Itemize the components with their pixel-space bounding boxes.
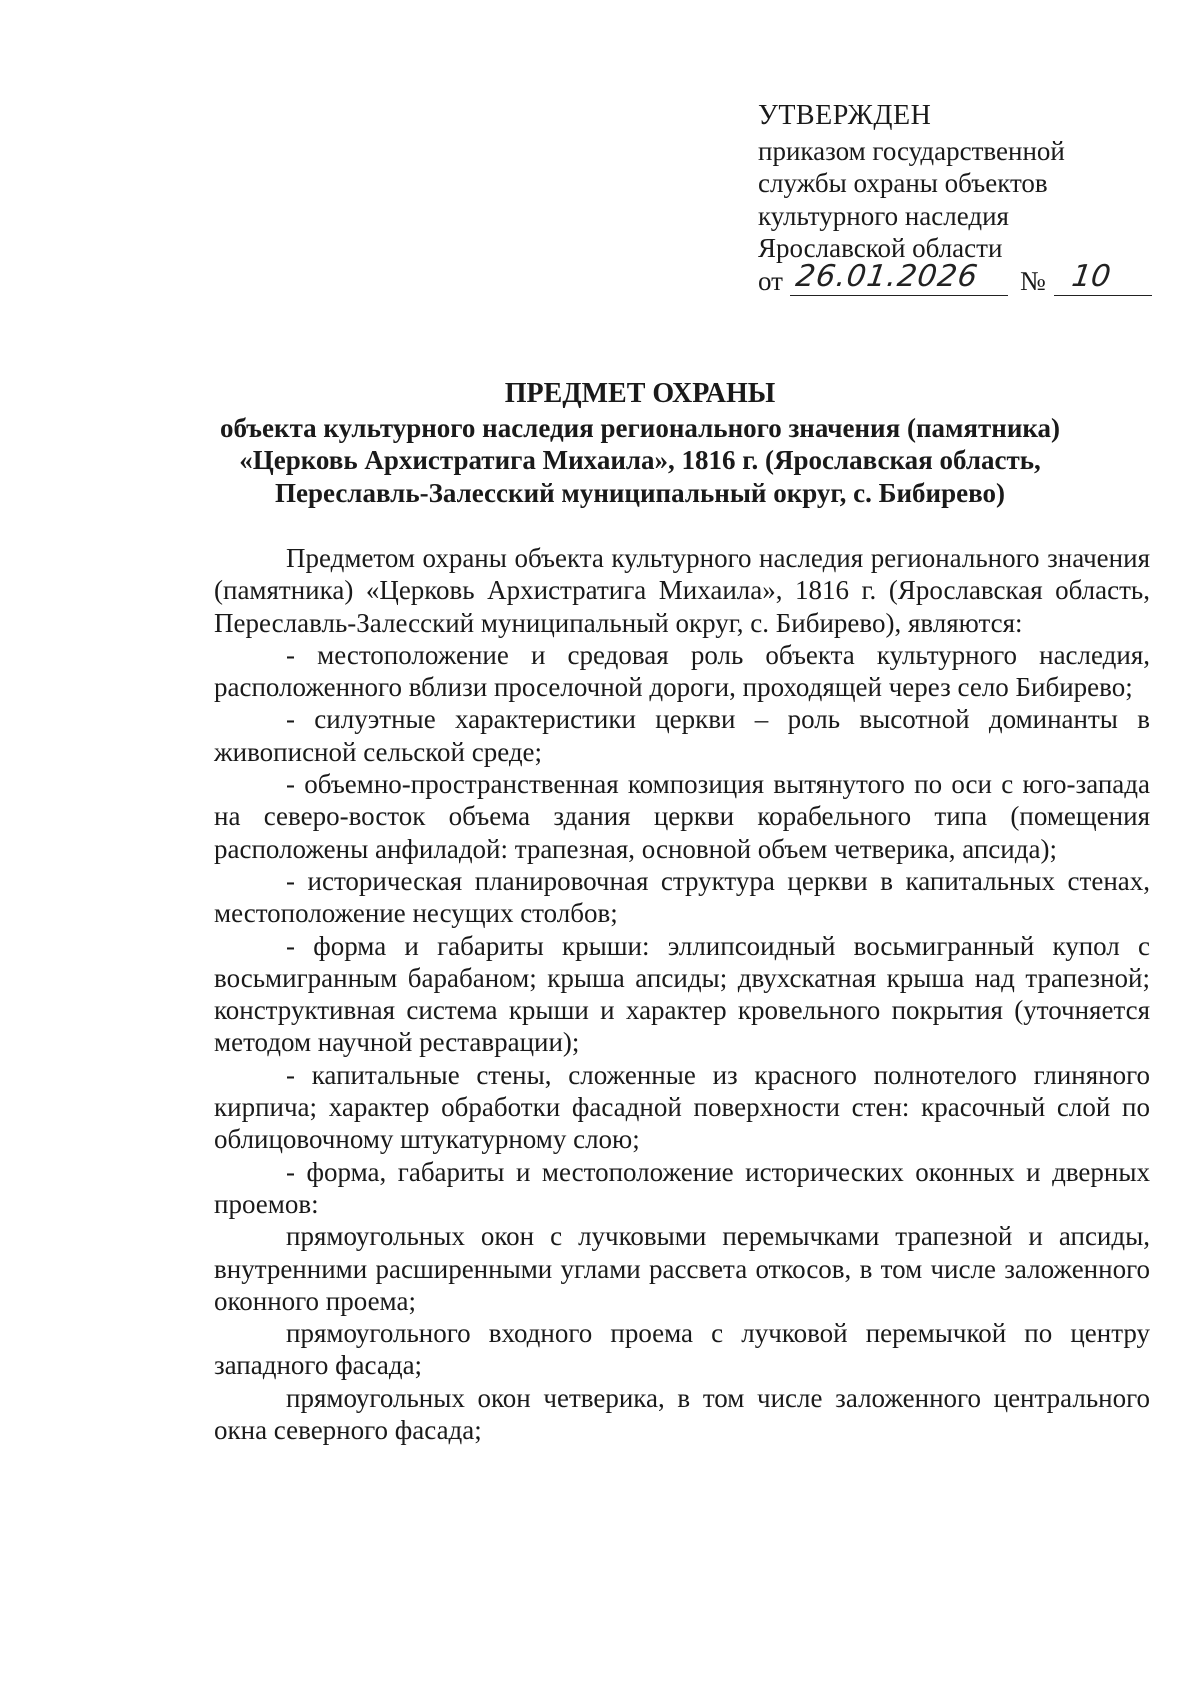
from-label: от <box>758 265 783 296</box>
order-date-field <box>790 259 1008 296</box>
title-line-2: «Церковь Архистратига Михаила», 1816 г. (Ярославская область, <box>239 445 1041 475</box>
approval-line-3: культурного наследия <box>758 200 1009 231</box>
body-item-silhouette: - силуэтные характеристики церкви – роль высотной доминанты в живописной сельской среде; <box>214 704 1150 767</box>
approval-line-4: Ярославской области <box>758 233 1003 263</box>
body-item-location: - местоположение и средовая роль объекта культурного наследия, расположенного вблизи проселочной дороги, проходящей через село Бибирево; <box>214 639 1150 703</box>
order-number-handwritten: 10 <box>1069 258 1113 294</box>
title-line-3: Переславль-Залесский муниципальный округ, с. Бибирево) <box>275 477 1005 508</box>
body-item-planning-structure: - историческая планировочная структура церкви в капитальных стенах, местоположение несущих столбов; <box>214 865 1150 929</box>
body-item-walls: - капитальные стены, сложенные из красного полнотелого глиняного кирпича; характер обработки фасадной поверхности стен: красочный слой по облицовочному штукатурному слою; <box>214 1059 1150 1155</box>
order-number-field <box>1054 259 1152 296</box>
body-subitem-entrance: прямоугольного входного проема с лучковой перемычкой по центру западного фасада; <box>214 1318 1150 1381</box>
order-date-handwritten: 26.01.2026 <box>793 258 981 294</box>
approval-line-1: приказом государственной <box>758 135 1065 166</box>
approval-block <box>758 100 1148 301</box>
order-date-number-line <box>758 258 1148 301</box>
body-subitem-quadrangle-windows: прямоугольных окон четверика, в том числе заложенного центрального окна северного фасада; <box>214 1382 1150 1446</box>
number-label: № <box>1020 265 1046 296</box>
body-item-openings: - форма, габариты и местоположение исторических оконных и дверных проемов: <box>214 1156 1150 1219</box>
title-main: ПРЕДМЕТ ОХРАНЫ <box>504 378 776 409</box>
document-title <box>140 378 1140 509</box>
body-subitem-refectory-windows: прямоугольных окон с лучковыми перемычками трапезной и апсиды, внутренними расширенными углами рассвета откосов, в том числе заложенного оконного проема; <box>214 1221 1150 1316</box>
approval-line-2: службы охраны объектов <box>758 168 1048 198</box>
document-body <box>214 542 1150 1446</box>
body-item-roof: - форма и габариты крыши: эллипсоидный восьмигранный купол с восьмигранным барабаном; крыша апсиды; двухскатная крыша над трапезной; конструктивная система крыши и характер кровельного покрытия (уточняется методом научной реставрации); <box>214 930 1150 1058</box>
title-line-1: объекта культурного наследия регионального значения (памятника) <box>219 412 1061 443</box>
body-item-volume-composition: - объемно-пространственная композиция вытянутого по оси с юго-запада на северо-восток объема здания церкви корабельного типа (помещения расположены анфиладой: трапезная, основной объем четверика, апсида); <box>214 769 1150 864</box>
approved-heading: УТВЕРЖДЕН <box>758 100 932 131</box>
body-intro-paragraph: Предметом охраны объекта культурного наследия регионального значения (памятника) «Церковь Архистратига Михаила», 1816 г. (Ярославская область, Переславль-Залесский муниципальный округ, с. Бибирево), являются: <box>214 543 1150 638</box>
